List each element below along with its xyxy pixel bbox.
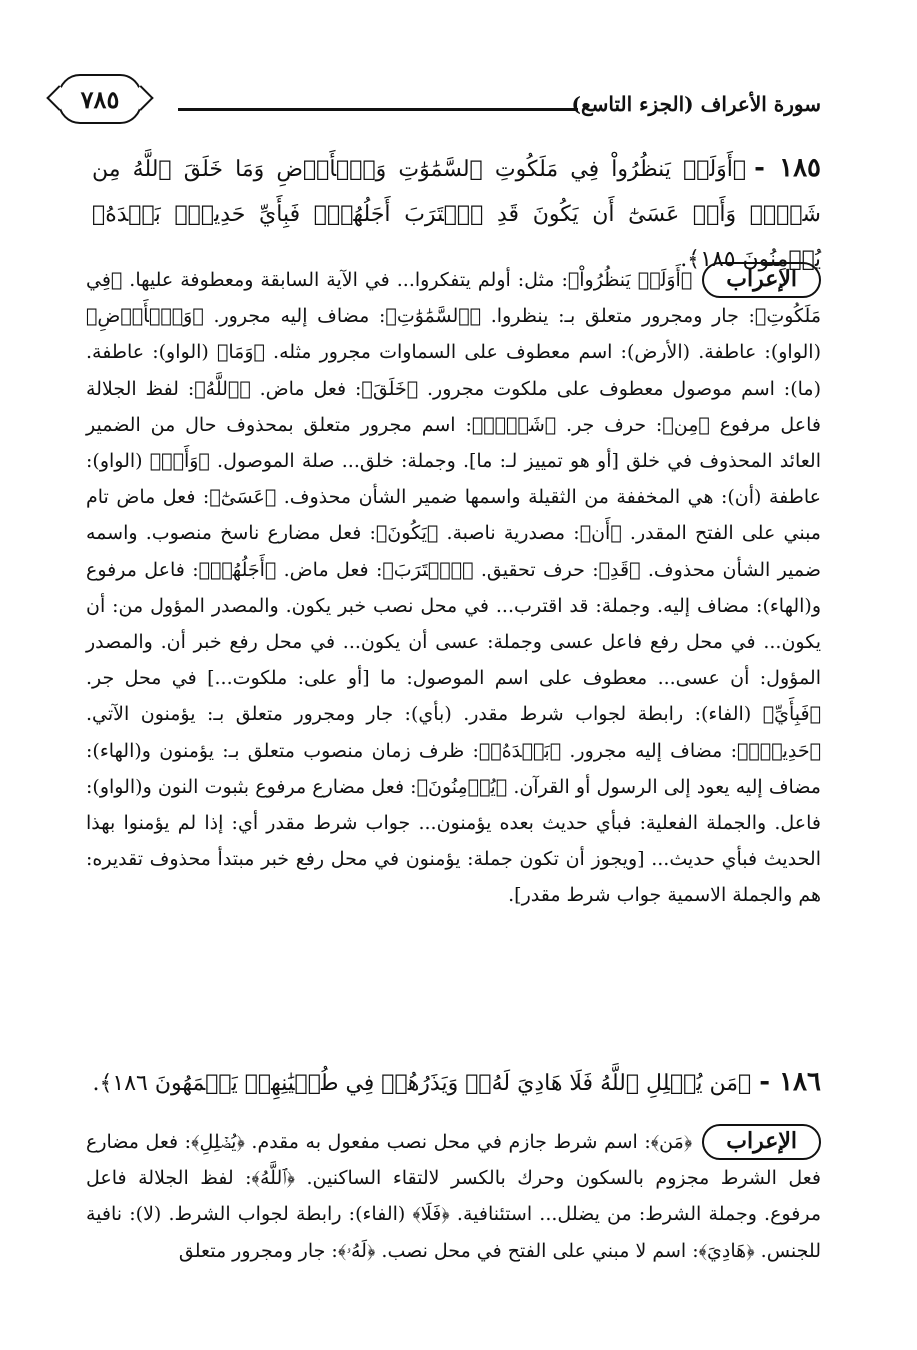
page-number-badge	[58, 74, 142, 124]
running-header-title: سورة الأعراف (الجزء التاسع)	[571, 92, 821, 116]
irab-text: ﴿أَوَلَمۡ يَنظُرُواْ﴾: مثل: أولم يتفكروا... في الآية السابقة ومعطوفة عليها. ﴿فِي مَلَكُوتِ﴾: جار ومجرور متعلق بـ: ينظروا. ﴿ٱلسَّمَٰوَٰتِ﴾: مضاف إليه مجرور. ﴿وَٱلۡأَرۡضِ﴾ (الواو): عاطفة. (الأرض): اسم معطوف على السماوات مجرور مثله. ﴿وَمَا﴾ (الواو): عاطفة. (ما): اسم موصول معطوف على ملكوت مجرور. ﴿خَلَقَ﴾: فعل ماض. ﴿ٱللَّهُ﴾: لفظ الجلالة فاعل مرفوع ﴿مِن﴾: حرف جر. ﴿شَيۡءٖ﴾: اسم مجرور متعلق بمحذوف حال من الضمير العائد المحذوف في خلق [أو هو تمييز لـ: ما]. وجملة: خلق... صلة الموصول. ﴿وَأَنۡ﴾ (الواو): عاطفة (أن): هي المخففة من الثقيلة واسمها ضمير الشأن محذوف. ﴿عَسَىٰٓ﴾: فعل ماض تام مبني على الفتح المقدر. ﴿أَن﴾: مصدرية ناصبة. ﴿يَكُونَ﴾: فعل مضارع ناسخ منصوب. واسمه ضمير الشأن محذوف. ﴿قَدِ﴾: حرف تحقيق. ﴿ٱقۡتَرَبَ﴾: فعل ماض. ﴿أَجَلُهُمۡ﴾: فاعل مرفوع و(الهاء): مضاف إليه. وجملة: قد اقترب... في محل نصب خبر يكون. والمصدر المؤول من: أن يكون... في محل رفع فاعل عسى وجملة: عسى أن يكون... في محل رفع خبر أن. والمصدر المؤول: أن عسى... معطوف على اسم الموصول: ما [أو على: ملكوت...] في محل جر. ﴿فَبِأَيِّ﴾ (الفاء): رابطة لجواب شرط مقدر. (بأي): جار ومجرور متعلق بـ: يؤمنون الآتي. ﴿حَدِيثِۭ﴾: مضاف إليه مجرور. ﴿بَعۡدَهُۥ﴾: ظرف زمان منصوب متعلق بـ: يؤمنون و(الهاء): مضاف إليه يعود إلى الرسول أو القرآن. ﴿يُؤۡمِنُونَ﴾: فعل مضارع مرفوع بثبوت النون و(الواو): فاعل. والجملة الفعلية: فبأي حديث بعده يؤمنون... جواب شرط مقدر أي: إذا لم يؤمنوا بهذا الحديث فبأي حديث... [ويجوز أن تكون جملة: يؤمنون في محل رفع خبر مبتدأ محذوف تقديره: هم والجملة الاسمية جواب شرط مقدر].	[86, 269, 821, 907]
verse-text: ﴿أَوَلَمۡ يَنظُرُواْ فِي مَلَكُوتِ ٱلسَّمَٰوَٰتِ وَٱلۡأَرۡضِ وَمَا خَلَقَ ٱللَّهُ مِن شَيۡءٖ وَأَنۡ عَسَىٰٓ أَن يَكُونَ قَدِ ٱقۡتَرَبَ أَجَلُهُمۡۖ فَبِأَيِّ حَدِيثِۭ بَعۡدَهُۥ يُؤۡمِنُونَ ١٨٥﴾.	[92, 157, 821, 272]
page-number: ٧٨٥	[80, 84, 120, 114]
verse-186	[92, 1060, 821, 1106]
irab-text: ﴿مَن﴾: اسم شرط جازم في محل نصب مفعول به مقدم. ﴿يُضۡلِلِ﴾: فعل مضارع فعل الشرط مجزوم بالسكون وحرك بالكسر لالتقاء الساكنين. ﴿ٱللَّهُ﴾: لفظ الجلالة فاعل مرفوع. وجملة الشرط: من يضلل... استئنافية. ﴿فَلَا﴾ (الفاء): رابطة لجواب الشرط. (لا): نافية للجنس. ﴿هَادِيَ﴾: اسم لا مبني على الفتح في محل نصب. ﴿لَهُۥ﴾: جار ومجرور متعلق	[86, 1131, 821, 1262]
header-rule	[178, 108, 578, 111]
irab-label: الإعراب	[702, 262, 821, 298]
page-header	[58, 74, 821, 134]
irab-section-186	[86, 1124, 821, 1269]
irab-label: الإعراب	[702, 1124, 821, 1160]
verse-text: ﴿مَن يُضۡلِلِ ٱللَّهُ فَلَا هَادِيَ لَهُۥۚ وَيَذَرُهُمۡ فِي طُغۡيَٰنِهِمۡ يَعۡمَهُونَ ١٨٦﴾.	[92, 1071, 752, 1096]
verse-number: ١٨٦ -	[759, 1067, 821, 1097]
verse-number: ١٨٥ -	[754, 153, 822, 183]
irab-section-185	[86, 262, 821, 914]
